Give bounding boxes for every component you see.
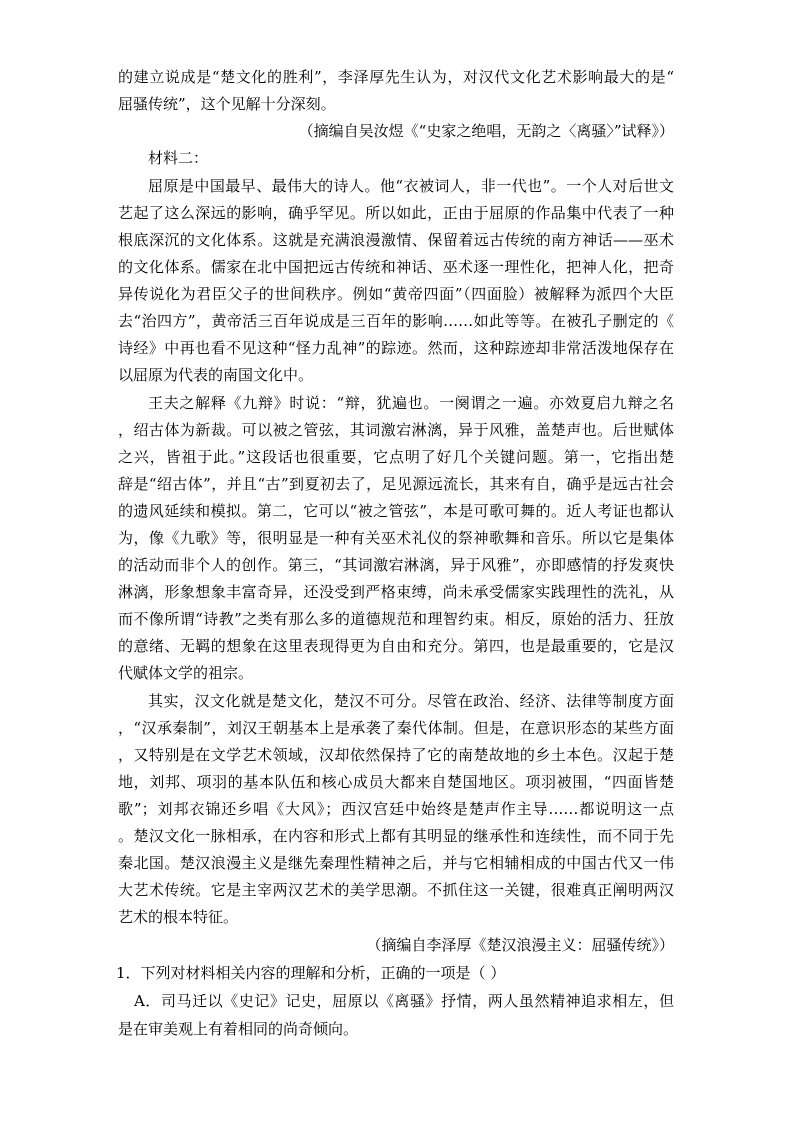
para-2-line-1: 王夫之解释《九辩》时说：“辩，犹遍也。一阕谓之一遍。亦效夏启九辩之名 (148, 394, 674, 412)
source-citation-2: （摘编自李泽厚《楚汉浪漫主义：屈骚传统》） (366, 936, 674, 954)
para-1-line-6: 去“治四方”，黄帝活三百年说成是三百年的影响……如此等等。在被孔子删定的《 (118, 312, 674, 330)
question-1-stem: 1．下列对材料相关内容的理解和分析，正确的一项是（ ） (116, 964, 506, 982)
para-1-line-7: 诗经》中再也看不见这种“怪力乱神”的踪迹。然而，这种踪迹却非常活泼地保存在 (118, 339, 674, 357)
para-2-line-3: 之兴，皆祖于此。”这段话也很重要，它点明了好几个关键问题。第一，它指出楚 (118, 448, 674, 466)
para-1-line-5: 异传说化为君臣父子的世间秩序。例如“黄帝四面”（四面脸）被解释为派四个大臣 (118, 285, 674, 303)
material-2-heading: 材料二： (148, 149, 209, 167)
para-1-line-3: 根底深沉的文化体系。这就是充满浪漫激情、保留着远古传统的南方神话——巫术 (118, 231, 674, 249)
para-2-line-4: 辞是“绍古体”，并且“古”到夏初去了，足见源远流长，其来有自，确乎是远古社会 (118, 475, 674, 493)
para-2-line-5: 的遗风延续和模拟。第二，它可以“被之管弦”，本是可歌可舞的。近人考证也都认 (118, 502, 674, 520)
question-1-option-a-line-1: A．司马迁以《史记》记史，屈原以《离骚》抒情，两人虽然精神追求相左，但 (134, 992, 674, 1010)
para-3-line-5: 歌”；刘邦衣锦还乡唱《大风》；西汉宫廷中始终是楚声作主导……都说明这一点 (118, 800, 674, 818)
para-2-line-9: 而不像所谓“诗教”之类有那么多的道德规范和理智约束。相反，原始的活力、狂放 (118, 610, 674, 628)
para-2-line-2: ，绍古体为新裁。可以被之管弦，其词激宕淋漓，异于风雅，盖楚声也。后世赋体 (118, 421, 674, 439)
intro-line-1: 的建立说成是“楚文化的胜利”，李泽厚先生认为，对汉代文化艺术影响最大的是“ (118, 68, 674, 86)
intro-line-2: 屈骚传统”，这个见解十分深刻。 (118, 95, 336, 113)
para-3-line-2: ，“汉承秦制”，刘汉王朝基本上是承袭了秦代体制。但是，在意识形态的某些方面 (118, 719, 674, 737)
question-1-option-a-line-2: 是在审美观上有着相同的尚奇倾向。 (118, 1020, 359, 1038)
para-2-line-10: 的意绪、无羁的想象在这里表现得更为自由和充分。第四，也是最重要的，它是汉 (118, 637, 674, 655)
para-3-line-4: 地，刘邦、项羽的基本队伍和核心成员大都来自楚国地区。项羽被围，“四面皆楚 (118, 773, 674, 791)
para-2-line-11: 代赋体文学的祖宗。 (118, 664, 254, 682)
para-1-line-4: 的文化体系。儒家在北中国把远古传统和神话、巫术逐一理性化，把神人化，把奇 (118, 258, 674, 276)
para-2-line-6: 为，像《九歌》等，很明显是一种有关巫术礼仪的祭神歌舞和音乐。所以它是集体 (118, 529, 674, 547)
para-3-line-7: 秦北国。楚汉浪漫主义是继先秦理性精神之后，并与它相辅相成的中国古代又一伟 (118, 854, 674, 872)
para-3-line-9: 艺术的根本特征。 (118, 908, 239, 926)
para-1-line-2: 艺起了这么深远的影响，确乎罕见。所以如此，正由于屈原的作品集中代表了一种 (118, 204, 674, 222)
para-2-line-7: 的活动而非个人的创作。第三，“其词激宕淋漓，异于风雅”，亦即感情的抒发爽快 (118, 556, 674, 574)
para-3-line-3: ，又特别是在文学艺术领域，汉却依然保持了它的南楚故地的乡土本色。汉起于楚 (118, 746, 674, 764)
para-3-line-1: 其实，汉文化就是楚文化，楚汉不可分。尽管在政治、经济、法律等制度方面 (148, 692, 674, 710)
para-2-line-8: 淋漓，形象想象丰富奇异，还没受到严格束缚，尚未承受儒家实践理性的洗礼，从 (118, 583, 674, 601)
para-1-line-8: 以屈原为代表的南国文化中。 (118, 366, 314, 384)
source-citation-1: （摘编自吴汝煜《“史家之绝唱，无韵之〈离骚〉”试释》） (298, 122, 674, 140)
para-3-line-6: 。楚汉文化一脉相承，在内容和形式上都有其明显的继承性和连续性，而不同于先 (118, 827, 674, 845)
para-3-line-8: 大艺术传统。它是主宰两汉艺术的美学思潮。不抓住这一关键，很难真正阐明两汉 (118, 881, 674, 899)
para-1-line-1: 屈原是中国最早、最伟大的诗人。他“衣被词人，非一代也”。一个人对后世文 (148, 177, 674, 195)
